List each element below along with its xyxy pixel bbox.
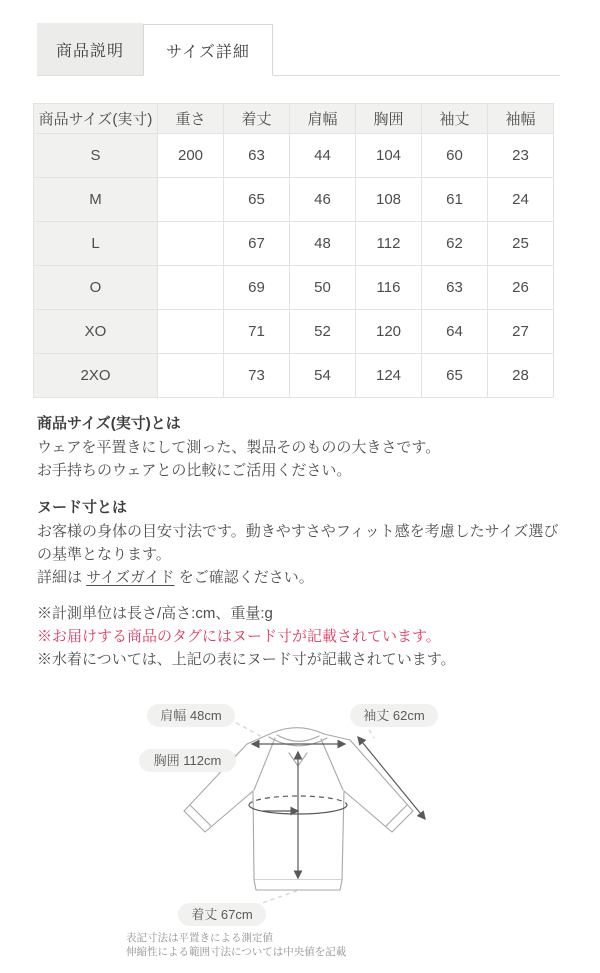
- size-table-header-row: [34, 104, 554, 134]
- tab-bar: [37, 23, 560, 76]
- size-label: O: [34, 266, 158, 310]
- tab-size-details[interactable]: サイズ詳細: [143, 24, 273, 76]
- col-header-chest: 胸囲: [356, 104, 422, 134]
- chest-label: [139, 749, 236, 772]
- size-table: [33, 103, 554, 398]
- size-label: 2XO: [34, 354, 158, 398]
- diagram-footnote-2: 伸縮性による範囲寸法については中央値を記載: [126, 946, 347, 958]
- col-header-weight: 重さ: [158, 104, 224, 134]
- size-label: L: [34, 222, 158, 266]
- notes-section: [37, 602, 563, 671]
- col-header-length: 着丈: [224, 104, 290, 134]
- table-row-l: L 67 48 112 62 25: [34, 222, 554, 266]
- tab-product-description[interactable]: 商品説明: [37, 23, 143, 75]
- nude-size-section: [37, 496, 563, 589]
- explanatory-text: [37, 412, 563, 671]
- note-measurement-unit: ※計測単位は長さ/高さ:cm、重量:g: [37, 605, 273, 622]
- svg-text:肩幅 48cm: 肩幅 48cm: [160, 708, 222, 723]
- table-row-2xo: 2XO 73 54 124 65 28: [34, 354, 554, 398]
- note-tag-nude-size: ※お届けする商品のタグにはヌード寸が記載されています。: [37, 628, 441, 645]
- size-diagram: [35, 697, 600, 964]
- col-header-sleeve-width: 袖幅: [488, 104, 554, 134]
- product-size-section: [37, 412, 563, 482]
- table-row-xo: XO 71 52 120 64 27: [34, 310, 554, 354]
- table-row-s: S 200 63 44 104 60 23: [34, 134, 554, 178]
- svg-text:袖丈 62cm: 袖丈 62cm: [363, 708, 425, 723]
- garment-diagram-svg: [35, 697, 565, 959]
- nude-size-body: お客様の身体の目安寸法です。動きやすさやフィット感を考慮したサイズ選びの基準となります。: [37, 523, 559, 563]
- size-label: XO: [34, 310, 158, 354]
- product-size-line1: ウェアを平置きにして測った、製品そのものの大きさです。: [37, 439, 441, 456]
- product-size-heading: 商品サイズ(実寸)とは: [37, 415, 181, 432]
- size-guide-suffix: をご確認ください。: [174, 569, 314, 586]
- product-size-line2: お手持ちのウェアとの比較にご活用ください。: [37, 462, 352, 479]
- note-swimwear: ※水着については、上記の表にヌード寸が記載されています。: [37, 651, 456, 668]
- svg-text:胸囲 112cm: 胸囲 112cm: [153, 753, 222, 768]
- size-label: M: [34, 178, 158, 222]
- table-row-o: O 69 50 116 63 26: [34, 266, 554, 310]
- sleeve-length-label: [350, 704, 438, 727]
- size-guide-prefix: 詳細は: [37, 569, 87, 586]
- svg-text:着丈 67cm: 着丈 67cm: [191, 907, 253, 922]
- col-header-product-size: 商品サイズ(実寸): [34, 104, 158, 134]
- size-guide-line: [37, 566, 563, 589]
- col-header-sleeve-length: 袖丈: [422, 104, 488, 134]
- table-row-m: M 65 46 108 61 24: [34, 178, 554, 222]
- length-label: [178, 903, 266, 926]
- nude-size-heading: ヌード寸とは: [37, 499, 128, 516]
- diagram-footnote-1: 表記寸法は平置きによる測定値: [126, 932, 273, 944]
- size-guide-link[interactable]: サイズガイド: [86, 569, 175, 586]
- size-label: S: [34, 134, 158, 178]
- col-header-shoulder: 肩幅: [290, 104, 356, 134]
- shoulder-width-label: [147, 704, 235, 727]
